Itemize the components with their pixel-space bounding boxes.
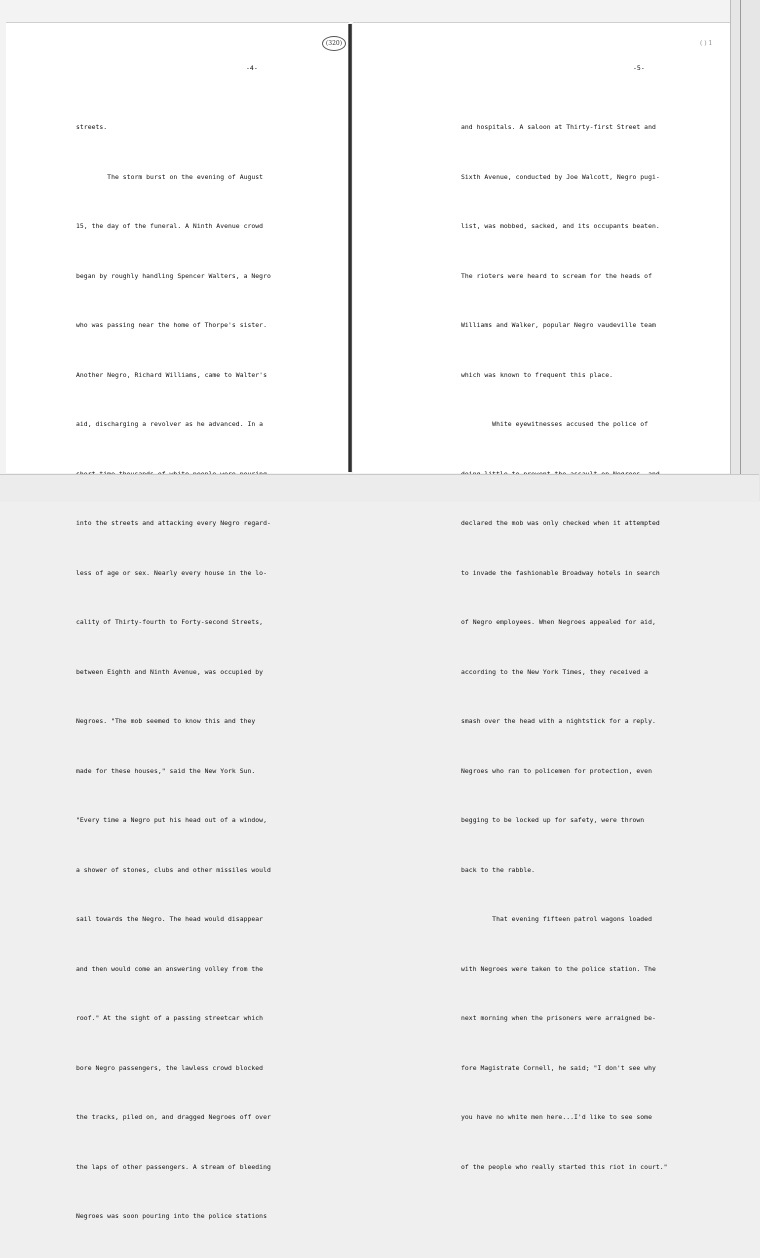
text-line: cality of Thirty-fourth to Forty-second Streets, — [76, 618, 264, 626]
text-line: White eyewitnesses accused the police of — [461, 420, 649, 428]
left-page — [6, 22, 349, 1220]
text-line: Williams and Walker, popular Negro vaudeville team — [461, 321, 656, 329]
text-line: which was known to frequent this place. — [461, 370, 614, 379]
text-line: Sixth Avenue, conducted by Joe Walcott, Negro pugi- — [461, 172, 660, 181]
page-body-text — [76, 86, 271, 1258]
text-line: Another Negro, Richard Williams, came to Walter's — [76, 370, 267, 379]
text-line: of the people who really started this riot in court." — [461, 1162, 668, 1171]
text-line: 15, the day of the funeral. A Ninth Avenue crowd — [76, 222, 264, 230]
text-line: The storm burst on the evening of August — [76, 172, 264, 181]
text-line: back to the rabble. — [461, 865, 536, 874]
pencil-note: ( ) 1 — [700, 40, 713, 47]
text-line: sail towards the Negro. The head would disappear — [76, 915, 264, 923]
archive-stamp: (320) — [322, 36, 346, 51]
text-line: and hospitals. A saloon at Thirty-first Street and — [461, 123, 656, 131]
page-edge-line — [740, 0, 741, 501]
text-line: of Negro employees. When Negroes appealed for aid, — [461, 618, 656, 626]
text-line: Negroes was soon pouring into the police stations — [76, 1212, 267, 1220]
text-line: smash over the head with a nightstick for a reply. — [461, 717, 656, 725]
text-line: list, was mobbed, sacked, and its occupants beaten. — [461, 222, 660, 230]
text-line: Negroes. "The mob seemed to know this and they — [76, 717, 256, 725]
text-line: began by roughly handling Spencer Walters, a Negro — [76, 271, 271, 280]
text-line: the tracks, piled on, and dragged Negroes off over — [76, 1113, 271, 1121]
text-line: to invade the fashionable Broadway hotels in search — [461, 568, 660, 577]
text-line: less of age or sex. Nearly every house in the lo- — [76, 568, 267, 577]
text-line: next morning when the prisoners were arraigned be- — [461, 1014, 656, 1022]
text-line: streets. — [76, 123, 108, 131]
text-line: a shower of stones, clubs and other missiles would — [76, 865, 271, 874]
text-line: into the streets and attacking every Negro regard- — [76, 519, 271, 527]
text-line: begging to be locked up for safety, were thrown — [461, 816, 645, 824]
right-page — [353, 22, 730, 1171]
bottom-margin-strip — [0, 474, 759, 502]
text-line: declared the mob was only checked when it attempted — [461, 519, 660, 527]
text-line: "Every time a Negro put his head out of a window, — [76, 816, 267, 824]
text-line: fore Magistrate Cornell, he said; "I don't see why — [461, 1063, 656, 1072]
text-line: according to the New York Times, they received a — [461, 667, 649, 676]
page-edge — [730, 0, 760, 501]
text-line: aid, discharging a revolver as he advanced. In a — [76, 420, 264, 428]
text-line: you have no white men here...I'd like to see some — [461, 1113, 652, 1121]
page-body-text — [461, 86, 668, 1208]
binding-gutter — [348, 24, 352, 472]
text-line: made for these houses," said the New York Sun. — [76, 766, 256, 775]
text-line: bore Negro passengers, the lawless crowd blocked — [76, 1063, 264, 1072]
text-line: and then would come an answering volley from the — [76, 964, 264, 973]
text-line: Negroes who ran to policemen for protection, even — [461, 766, 652, 775]
text-line: The rioters were heard to scream for the heads of — [461, 271, 652, 280]
page-number: -5- — [633, 64, 645, 72]
text-line: who was passing near the home of Thorpe's sister. — [76, 321, 267, 329]
text-line: the laps of other passengers. A stream of bleeding — [76, 1162, 271, 1171]
text-line: roof." At the sight of a passing streetcar which — [76, 1014, 264, 1022]
text-line: with Negroes were taken to the police station. The — [461, 964, 656, 973]
text-line: That evening fifteen patrol wagons loaded — [461, 915, 652, 923]
text-line: between Eighth and Ninth Avenue, was occupied by — [76, 667, 264, 676]
page-number: -4- — [246, 64, 258, 72]
